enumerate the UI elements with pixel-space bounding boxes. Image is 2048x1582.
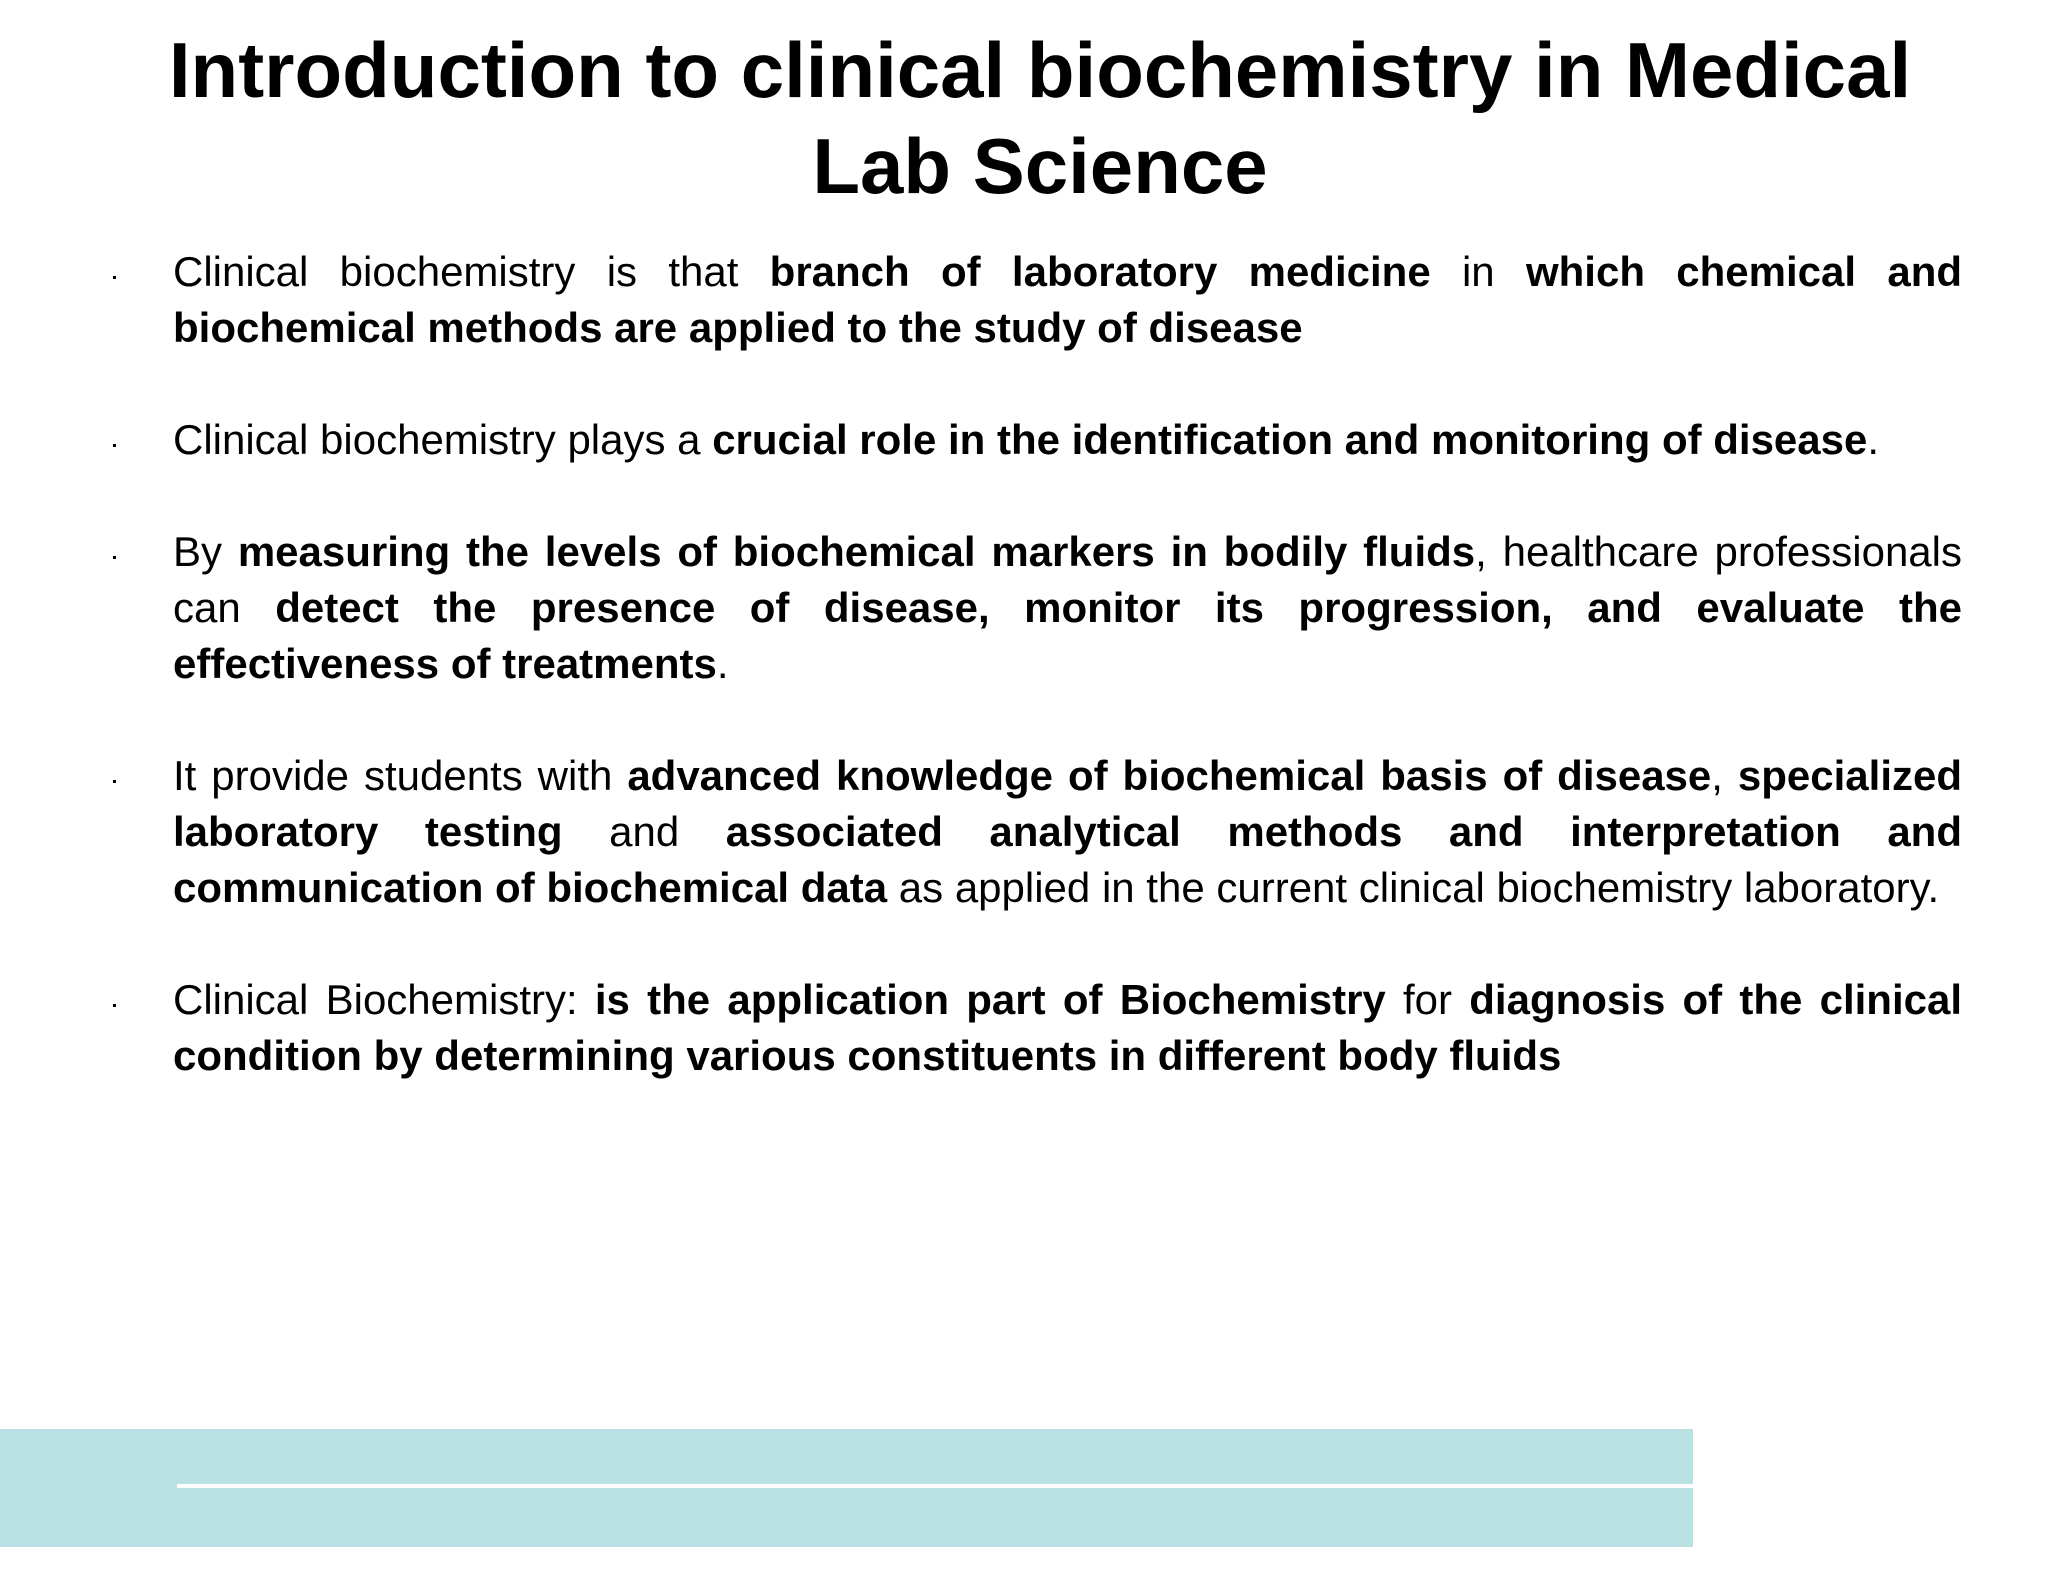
bullet-segment-bold: which chemical and biochemical methods are applied to the study of disease — [173, 248, 1963, 351]
bullet-list — [0, 244, 2048, 1140]
bullet-dot-icon — [113, 780, 116, 783]
bullet-segment: , — [1711, 752, 1738, 799]
bullet-segment-bold: branch of laboratory medicine — [769, 248, 1431, 295]
bullet-segment: Clinical Biochemistry: — [173, 976, 595, 1023]
bullet-dot-icon — [113, 444, 116, 447]
slide-title: Introduction to clinical biochemistry in Medical Lab Science — [168, 26, 1912, 210]
bullet-segment-bold: is the application part of Biochemistry — [594, 976, 1386, 1023]
bullet-segment: Clinical biochemistry is that — [173, 248, 770, 295]
bullet-segment-bold: specialized laboratory testing — [173, 752, 1962, 855]
bullet-dot-icon — [113, 1004, 116, 1007]
bullet-item — [0, 972, 2048, 1084]
bullet-segment-bold: advanced knowledge of biochemical basis of disease — [627, 752, 1712, 799]
bullet-item — [0, 748, 2048, 916]
bullet-segment: It provide students with — [173, 752, 628, 799]
bullet-dot-icon — [113, 556, 116, 559]
bullet-segment: Clinical biochemistry plays a — [173, 416, 713, 463]
bullet-segment: as applied in the current clinical biochemistry laboratory. — [887, 864, 1940, 911]
bullet-dot-icon — [113, 276, 116, 279]
bullet-segment: . — [1867, 416, 1880, 463]
bullet-segment-bold: crucial role in the identification and monitoring of disease — [712, 416, 1868, 463]
bullet-segment: , healthcare professionals can — [173, 528, 1962, 631]
bullet-segment-bold: diagnosis of the clinical condition by determining various constituents in different body fluids — [173, 976, 1963, 1079]
bullet-segment: in — [1430, 248, 1526, 295]
bullet-text — [173, 412, 1962, 468]
bullet-segment-bold: measuring the levels of biochemical markers in bodily fluids — [237, 528, 1476, 575]
bullet-item — [0, 524, 2048, 692]
footer-band — [0, 1429, 1693, 1547]
bullet-segment: . — [716, 640, 729, 687]
footer-divider — [177, 1484, 1693, 1488]
bullet-text — [173, 244, 1962, 356]
bullet-segment: for — [1385, 976, 1470, 1023]
bullet-item — [0, 412, 2048, 468]
bullet-segment: By — [173, 528, 238, 575]
bullet-item — [0, 244, 2048, 356]
bullet-text — [173, 972, 1962, 1084]
bullet-text — [173, 524, 1962, 692]
bullet-text — [173, 748, 1962, 916]
bullet-segment-bold: detect the presence of disease, monitor its progression, and evaluate the effectiveness of treatments — [173, 584, 1962, 687]
bullet-segment-bold: associated analytical methods and interpretation and communication of biochemical data — [173, 808, 1962, 911]
bullet-segment: and — [562, 808, 726, 855]
